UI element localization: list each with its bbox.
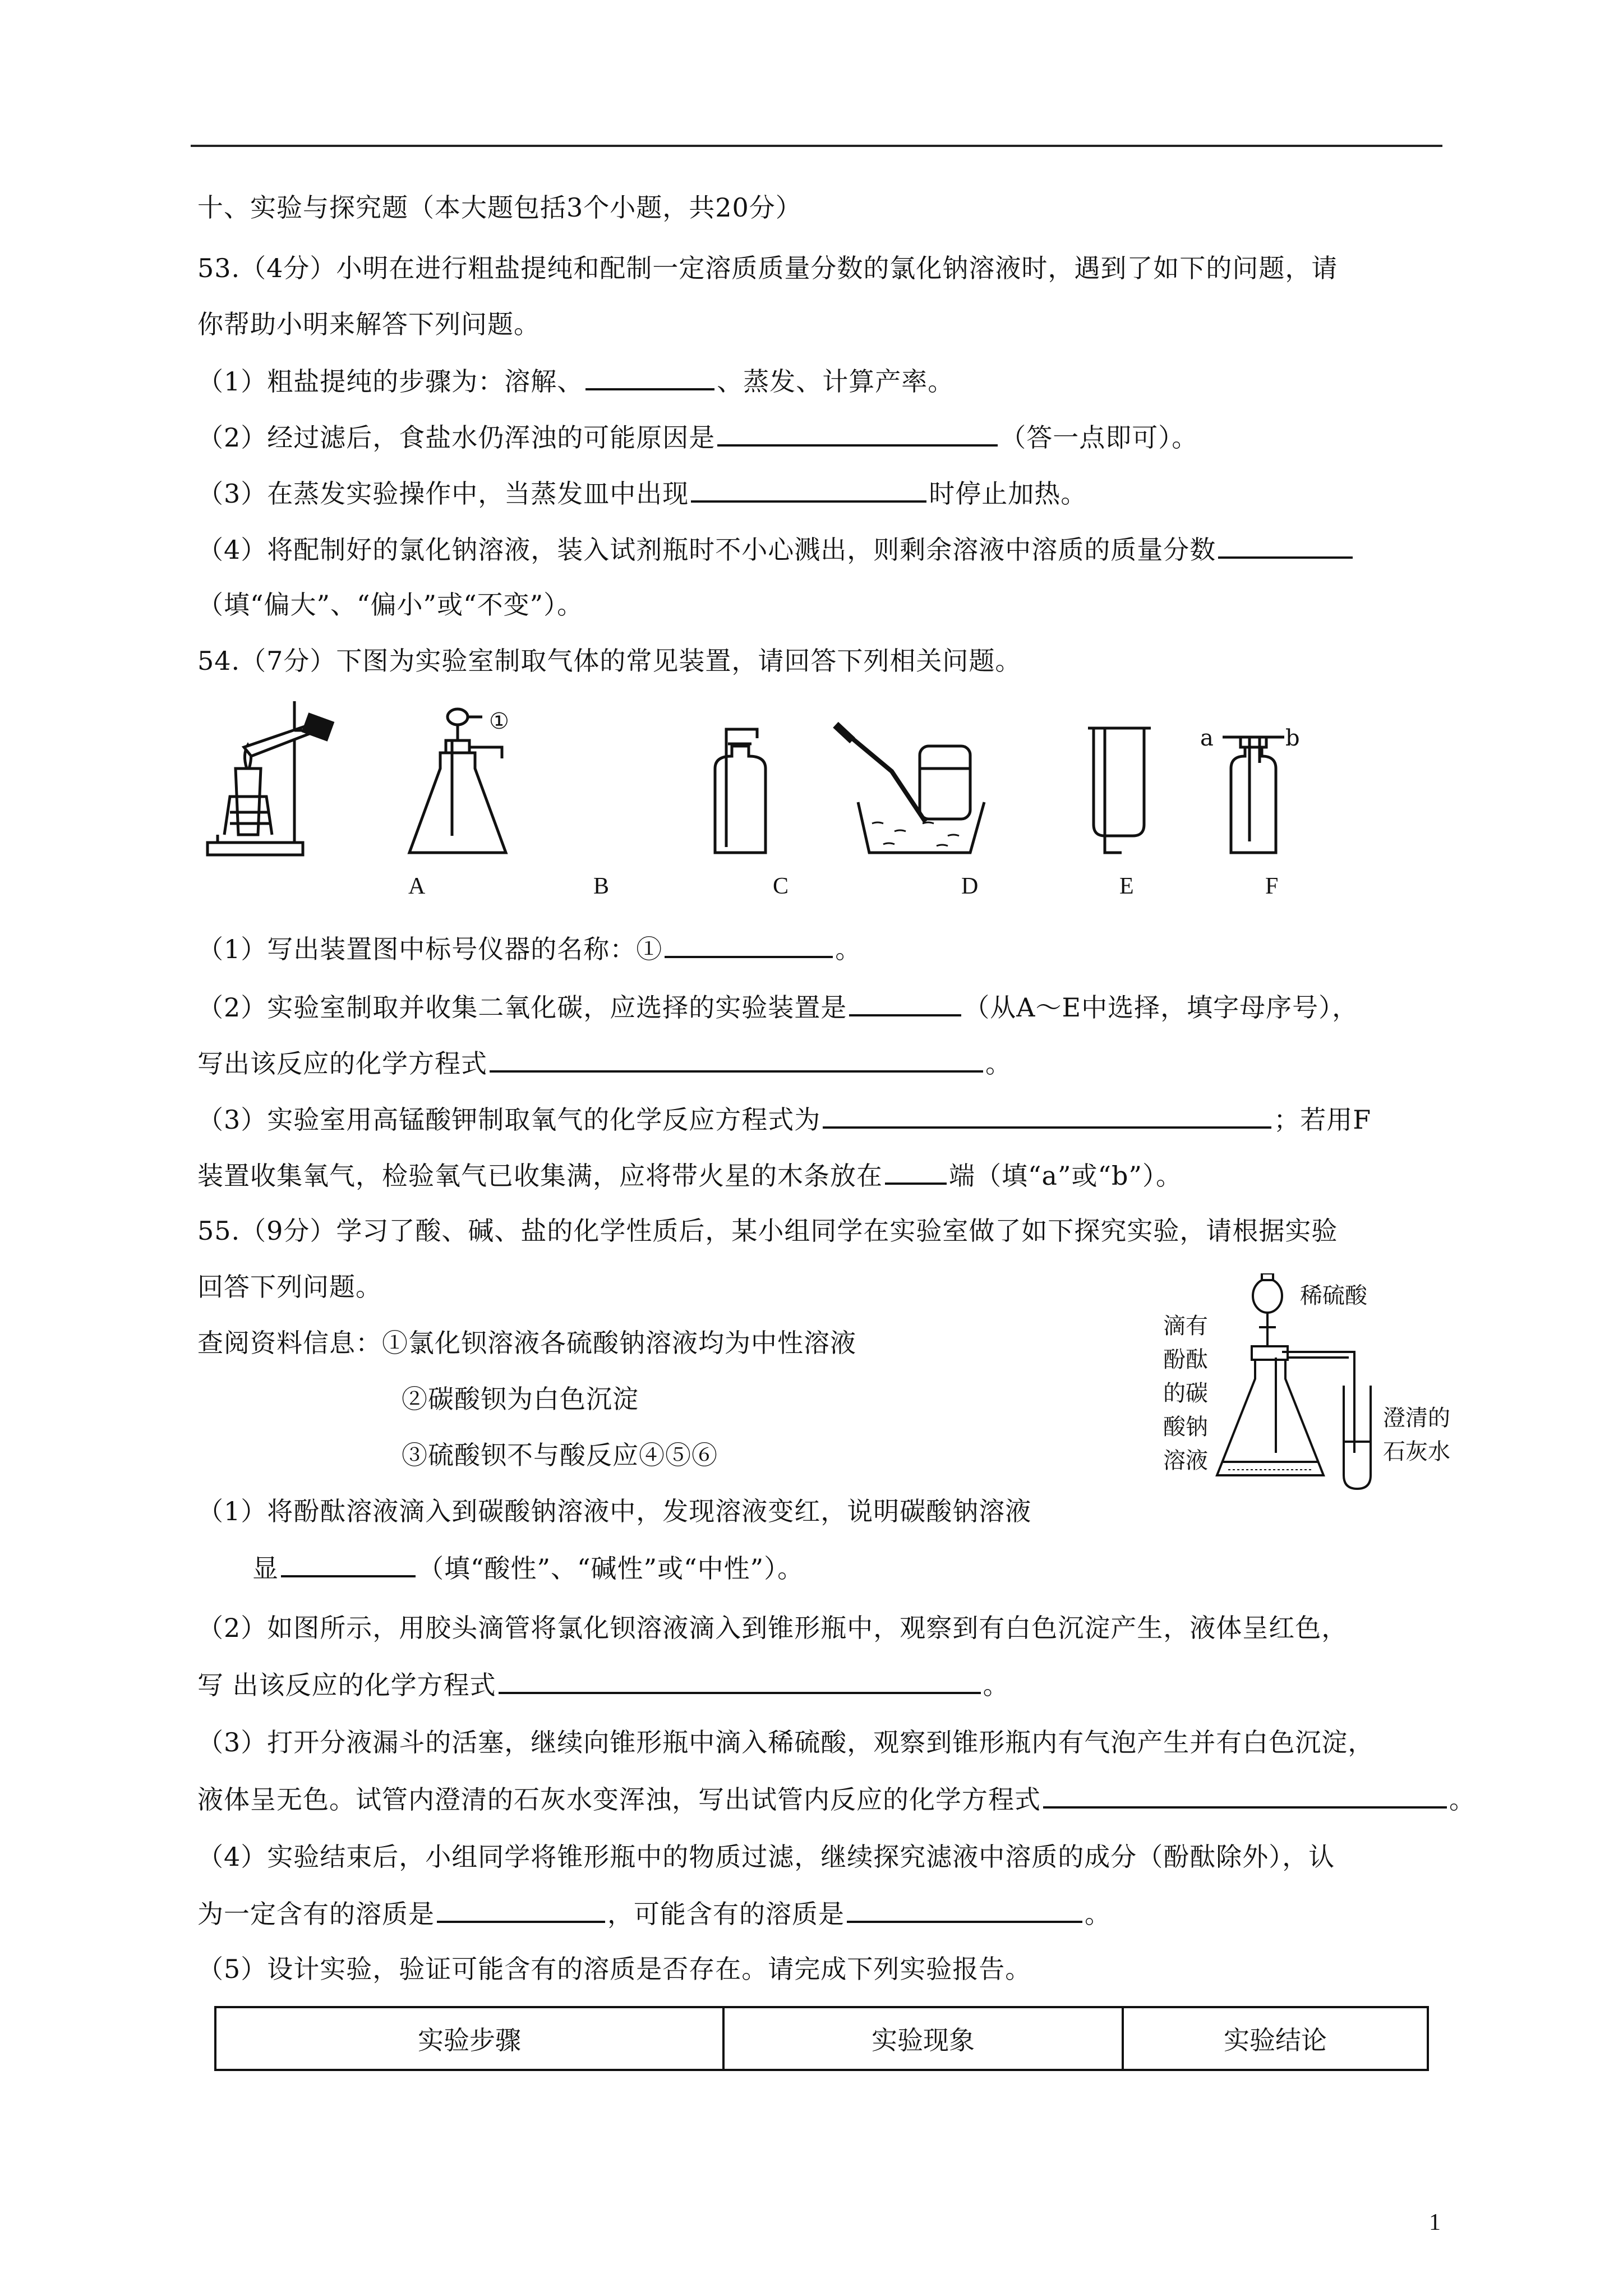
q55-part3-text-b: 液体呈无色。试管内澄清的石灰水变浑浊，写出试管内反应的化学方程式 <box>197 1784 1041 1815</box>
apparatus-label-f: F <box>1265 873 1279 899</box>
section-header: 十、实验与探究题（本大题包括3个小题，共20分） <box>197 192 802 223</box>
q54-part3-blank-equation[interactable] <box>823 1102 1271 1129</box>
q55-part3-blank-equation[interactable] <box>1043 1782 1447 1809</box>
q54-part2-text-d: 。 <box>985 1048 1012 1079</box>
header-rule <box>191 145 1442 147</box>
q53-part1-blank[interactable] <box>585 364 714 390</box>
label-limewater-line2: 石灰水 <box>1383 1439 1450 1465</box>
label-limewater-line1: 澄清的 <box>1383 1405 1450 1431</box>
q54-part2-text-a: （2）实验室制取并收集二氧化碳，应选择的实验装置是 <box>197 992 847 1023</box>
q55-part4-line2 <box>197 1896 1111 1931</box>
table-header-conclusion: 实验结论 <box>1123 2007 1428 2070</box>
q55-part1-text-b: 显 <box>252 1553 279 1584</box>
port-a-label: a <box>1200 725 1214 751</box>
q55-intro-line2: 回答下列问题。 <box>197 1272 382 1302</box>
q54-part3-line2 <box>197 1158 1182 1193</box>
q55-part2-line2 <box>197 1667 1009 1702</box>
q54-part2-blank-apparatus[interactable] <box>849 990 961 1016</box>
q54-part3-blank-port[interactable] <box>885 1158 947 1185</box>
apparatus-f-drawing <box>1223 737 1284 853</box>
q53-part2-blank[interactable] <box>717 420 998 447</box>
q55-info-line1: 查阅资料信息：①氯化钡溶液各硫酸钠溶液均为中性溶液 <box>197 1328 856 1358</box>
label-circle-1: ① <box>489 708 509 734</box>
q55-part2-text-b: 写 出该反应的化学方程式 <box>197 1670 496 1700</box>
label-limewater <box>1383 1401 1450 1469</box>
q54-part3-text-d: 端（填“a”或“b”）。 <box>949 1161 1182 1191</box>
q53-part4-line1 <box>197 532 1355 567</box>
apparatus-label-d: D <box>961 873 979 899</box>
table-header-steps: 实验步骤 <box>215 2007 723 2070</box>
q53-part4-text-a: （4）将配制好的氯化钠溶液，装入试剂瓶时不小心溅出，则剩余溶液中溶质的质量分数 <box>197 535 1216 565</box>
label-flask-solution <box>1163 1309 1208 1478</box>
q53-part1 <box>197 364 954 398</box>
page-number: 1 <box>1429 2210 1441 2235</box>
q54-part2-text-c: 写出该反应的化学方程式 <box>197 1048 487 1079</box>
q55-part3-line2 <box>197 1782 1476 1816</box>
apparatus-a-drawing <box>208 701 333 855</box>
q54-part1 <box>197 931 861 966</box>
apparatus-label-c: C <box>773 873 789 899</box>
experiment-report-table <box>214 2006 1429 2071</box>
table-header-row <box>215 2007 1428 2070</box>
q55-part4-blank-possible[interactable] <box>847 1896 1082 1923</box>
q55-intro-line1: 55.（9分）学习了酸、碱、盐的化学性质后，某小组同学在实验室做了如下探究实验，请根据实验 <box>197 1216 1338 1246</box>
test-tube-drawing <box>1344 1386 1371 1489</box>
q55-part2-text-c: 。 <box>983 1670 1009 1700</box>
q55-part2-blank-equation[interactable] <box>499 1667 981 1694</box>
label-flask-solution-line4: 酸钠 <box>1163 1414 1208 1440</box>
q54-part2-text-b: （从A～E中选择，填字母序号）， <box>963 992 1359 1023</box>
q55-part3-line1: （3）打开分液漏斗的活塞，继续向锥形瓶中滴入稀硫酸，观察到锥形瓶内有气泡产生并有白色沉淀， <box>197 1727 1375 1757</box>
q55-part4-text-b: 为一定含有的溶质是 <box>197 1899 435 1929</box>
q55-part4-text-c: ，可能含有的溶质是 <box>607 1899 845 1929</box>
q54-part3-text-a: （3）实验室用高锰酸钾制取氧气的化学反应方程式为 <box>197 1105 821 1135</box>
label-flask-solution-line5: 溶液 <box>1163 1448 1208 1474</box>
q53-part3-text-b: 时停止加热。 <box>929 478 1087 509</box>
q54-part1-text-b: 。 <box>835 934 862 964</box>
label-dilute-sulfuric-acid: 稀硫酸 <box>1300 1283 1367 1309</box>
table-header-phenomena: 实验现象 <box>723 2007 1123 2070</box>
q53-part4-blank[interactable] <box>1218 532 1353 559</box>
apparatus-label-e: E <box>1119 873 1134 899</box>
port-b-label: b <box>1285 725 1300 751</box>
q54-intro: 54.（7分）下图为实验室制取气体的常见装置，请回答下列相关问题。 <box>197 646 1022 676</box>
q55-part1-text-c: （填“酸性”、“碱性”或“中性”）。 <box>418 1553 804 1584</box>
q54-part3-text-c: 装置收集氧气，检验氧气已收集满，应将带火星的木条放在 <box>197 1161 883 1191</box>
q55-part4-blank-definite[interactable] <box>437 1896 605 1923</box>
apparatus-d-drawing <box>836 725 984 853</box>
q54-part1-text-a: （1）写出装置图中标号仪器的名称：① <box>197 934 663 964</box>
q55-part1-line1: （1）将酚酞溶液滴入到碳酸钠溶液中，发现溶液变红，说明碳酸钠溶液 <box>197 1496 1032 1526</box>
apparatus-e-drawing <box>1088 728 1151 853</box>
q55-info-line3: ③硫酸钡不与酸反应④⑤⑥ <box>402 1440 718 1470</box>
q53-part1-text-b: 、蒸发、计算产率。 <box>717 366 955 397</box>
q53-part2-text-b: （答一点即可）。 <box>1000 422 1198 453</box>
q53-part4-line2: （填“偏大”、“偏小”或“不变”）。 <box>197 590 584 620</box>
q55-part4-line1: （4）实验结束后，小组同学将锥形瓶中的物质过滤，继续探究滤液中溶质的成分（酚酞除外），认 <box>197 1842 1335 1872</box>
q54-part1-blank[interactable] <box>665 931 833 958</box>
label-flask-solution-line1: 滴有 <box>1163 1313 1208 1339</box>
q53-intro-line1: 53.（4分）小明在进行粗盐提纯和配制一定溶质质量分数的氯化钠溶液时，遇到了如下的问题，请 <box>197 253 1338 283</box>
q53-part2-text-a: （2）经过滤后，食盐水仍浑浊的可能原因是 <box>197 422 716 453</box>
q53-part3-blank[interactable] <box>691 476 926 503</box>
q55-part3-text-c: 。 <box>1449 1784 1476 1815</box>
q53-part3 <box>197 476 1087 510</box>
q55-part4-text-d: 。 <box>1085 1899 1111 1929</box>
q53-part1-text-a: （1）粗盐提纯的步骤为：溶解、 <box>197 366 584 397</box>
q54-part2-line1 <box>197 990 1358 1024</box>
q55-info-line2: ②碳酸钡为白色沉淀 <box>402 1384 639 1414</box>
q55-part5: （5）设计实验，验证可能含有的溶质是否存在。请完成下列实验报告。 <box>197 1954 1032 1984</box>
apparatus-c-drawing <box>715 729 766 853</box>
q55-part1-line2 <box>252 1550 804 1585</box>
q54-part2-line2 <box>197 1046 1012 1080</box>
q54-part3-line1 <box>197 1102 1371 1137</box>
q54-part2-blank-equation[interactable] <box>490 1046 983 1073</box>
apparatus-label-a: A <box>408 873 426 899</box>
q53-part3-text-a: （3）在蒸发实验操作中，当蒸发皿中出现 <box>197 478 689 509</box>
separating-funnel-drawing <box>1253 1273 1282 1346</box>
q53-part2 <box>197 420 1198 454</box>
q54-part3-text-b: ；若用F <box>1274 1105 1372 1135</box>
q55-part2-line1: （2）如图所示，用胶头滴管将氯化钡溶液滴入到锥形瓶中，观察到有白色沉淀产生，液体呈红色， <box>197 1613 1348 1643</box>
conical-flask-drawing <box>1217 1346 1324 1475</box>
label-flask-solution-line3: 的碳 <box>1163 1381 1208 1406</box>
q53-intro-line2: 你帮助小明来解答下列问题。 <box>197 309 540 339</box>
apparatus-label-b: B <box>593 873 610 899</box>
q55-part1-blank[interactable] <box>281 1550 416 1577</box>
label-flask-solution-line2: 酚酞 <box>1163 1347 1208 1373</box>
